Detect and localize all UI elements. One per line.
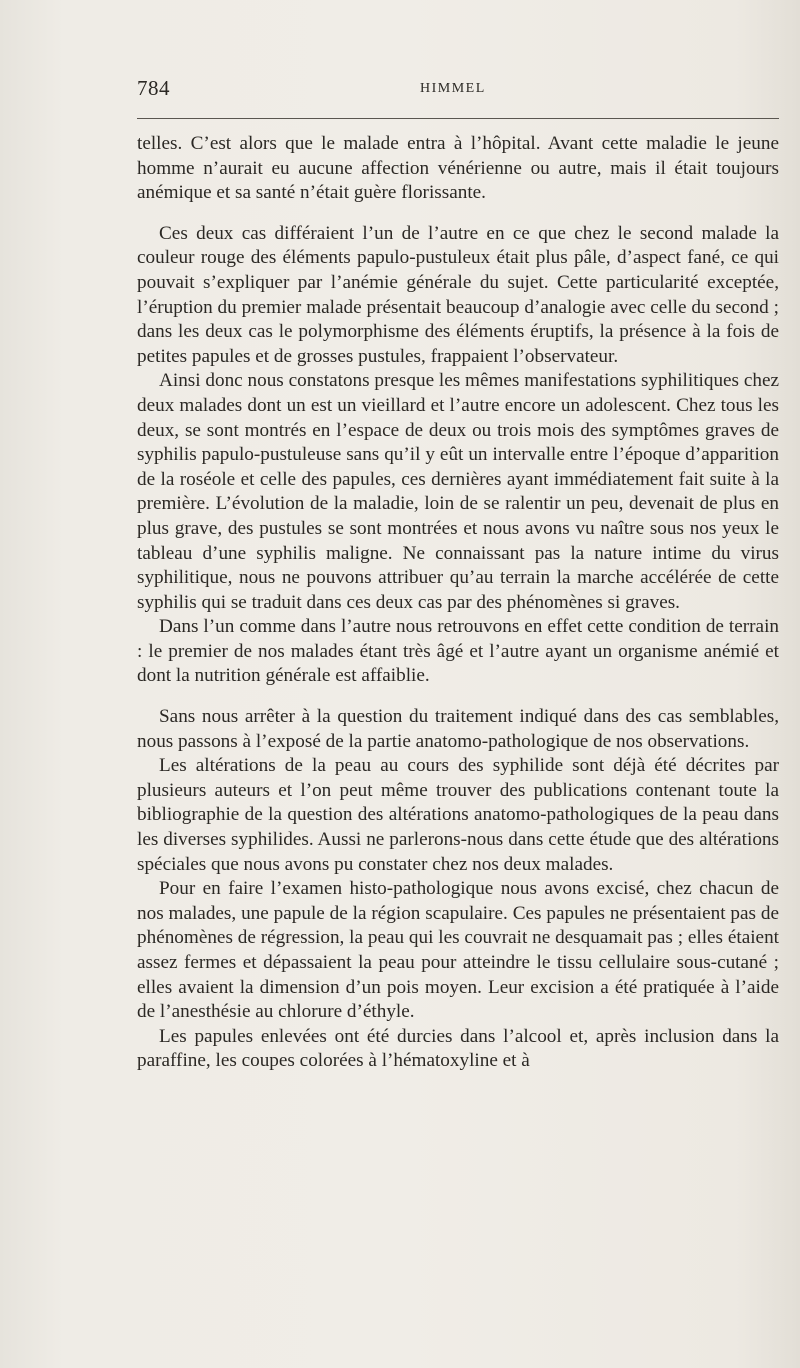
- paragraph: Dans l’un comme dans l’autre nous retrouvons en effet cette condition de terrain : le premier de nos malades étant très âgé et l’autre ayant un organisme anémié et dont la nutrition générale est affaiblie.: [137, 616, 779, 687]
- paragraph: telles. C’est alors que le malade entra à l’hôpital. Avant cette maladie le jeune homme n’aurait eu aucune affection vénérienne ou autre, mais il était toujours anémique et sa santé n’était guère florissante.: [137, 133, 779, 204]
- paragraph: Les papules enlevées ont été durcies dans l’alcool et, après inclusion dans la paraffine, les coupes colorées à l’hématoxyline et à: [137, 1025, 779, 1072]
- paragraph: Ces deux cas différaient l’un de l’autre en ce que chez le second malade la couleur rouge des éléments papulo-pustuleux était plus pâle, d’aspect fané, ce qui pouvait s’expliquer par l’anémie générale du sujet. Cette particularité exceptée, l’éruption du premier malade présentait beaucoup d’analogie avec celle du second ; dans les deux cas le polymorphisme des éléments éruptifs, la présence à la fois de petites papules et de grosses pustules, frappaient l’observateur.: [137, 222, 779, 367]
- body-text: [137, 132, 779, 1074]
- paragraph: Les altérations de la peau au cours des syphilide sont déjà été décrites par plusieurs auteurs et l’on peut même trouver des publications contenant toute la bibliographie de la question des altérations anatomo-pathologiques de la peau dans les diverses syphilides. Aussi ne parlerons-nous dans cette étude que des altérations spéciales que nous avons pu constater chez nos deux malades.: [137, 755, 779, 875]
- header-rule: [137, 118, 779, 119]
- paragraph: Pour en faire l’examen histo-pathologique nous avons excisé, chez chacun de nos malades, une papule de la région scapulaire. Ces papules ne présentaient pas de phénomènes de régression, la peau qui les couvrait ne desquamait pas ; elles étaient assez fermes et dépassaient la peau pour atteindre le tissu cellulaire sous-cutané ; elles avaient la dimension d’un pois moyen. Leur excision a été pratiquée à l’aide de l’anesthésie au chlorure d’éthyle.: [137, 878, 779, 1023]
- paragraph: Ainsi donc nous constatons presque les mêmes manifestations syphilitiques chez deux malades dont un est un vieillard et l’autre encore un adolescent. Chez tous les deux, se sont montrés en l’espace de deux ou trois mois des symptômes graves de syphilis papulo-pustuleuse sans qu’il y eût un intervalle entre l’époque d’apparition de la roséole et celle des papules, ces dernières ayant immédiatement fait suite à la première. L’évolution de la maladie, loin de se ralentir un peu, devenait de plus en plus grave, des pustules se sont montrées et nous avons vu naître sous nos yeux le tableau d’une syphilis maligne. Ne connaissant pas la nature intime du virus syphilitique, nous ne pouvons attribuer qu’au terrain la marche accélérée de cette syphilis qui se traduit dans ces deux cas par des phénomènes si graves.: [137, 370, 779, 613]
- page-number: 784: [137, 76, 170, 100]
- page-header: [137, 76, 779, 106]
- running-head: HIMMEL: [420, 81, 486, 96]
- paragraph: Sans nous arrêter à la question du traitement indiqué dans des cas semblables, nous passons à l’exposé de la partie anatomo-pathologique de nos observations.: [137, 706, 779, 752]
